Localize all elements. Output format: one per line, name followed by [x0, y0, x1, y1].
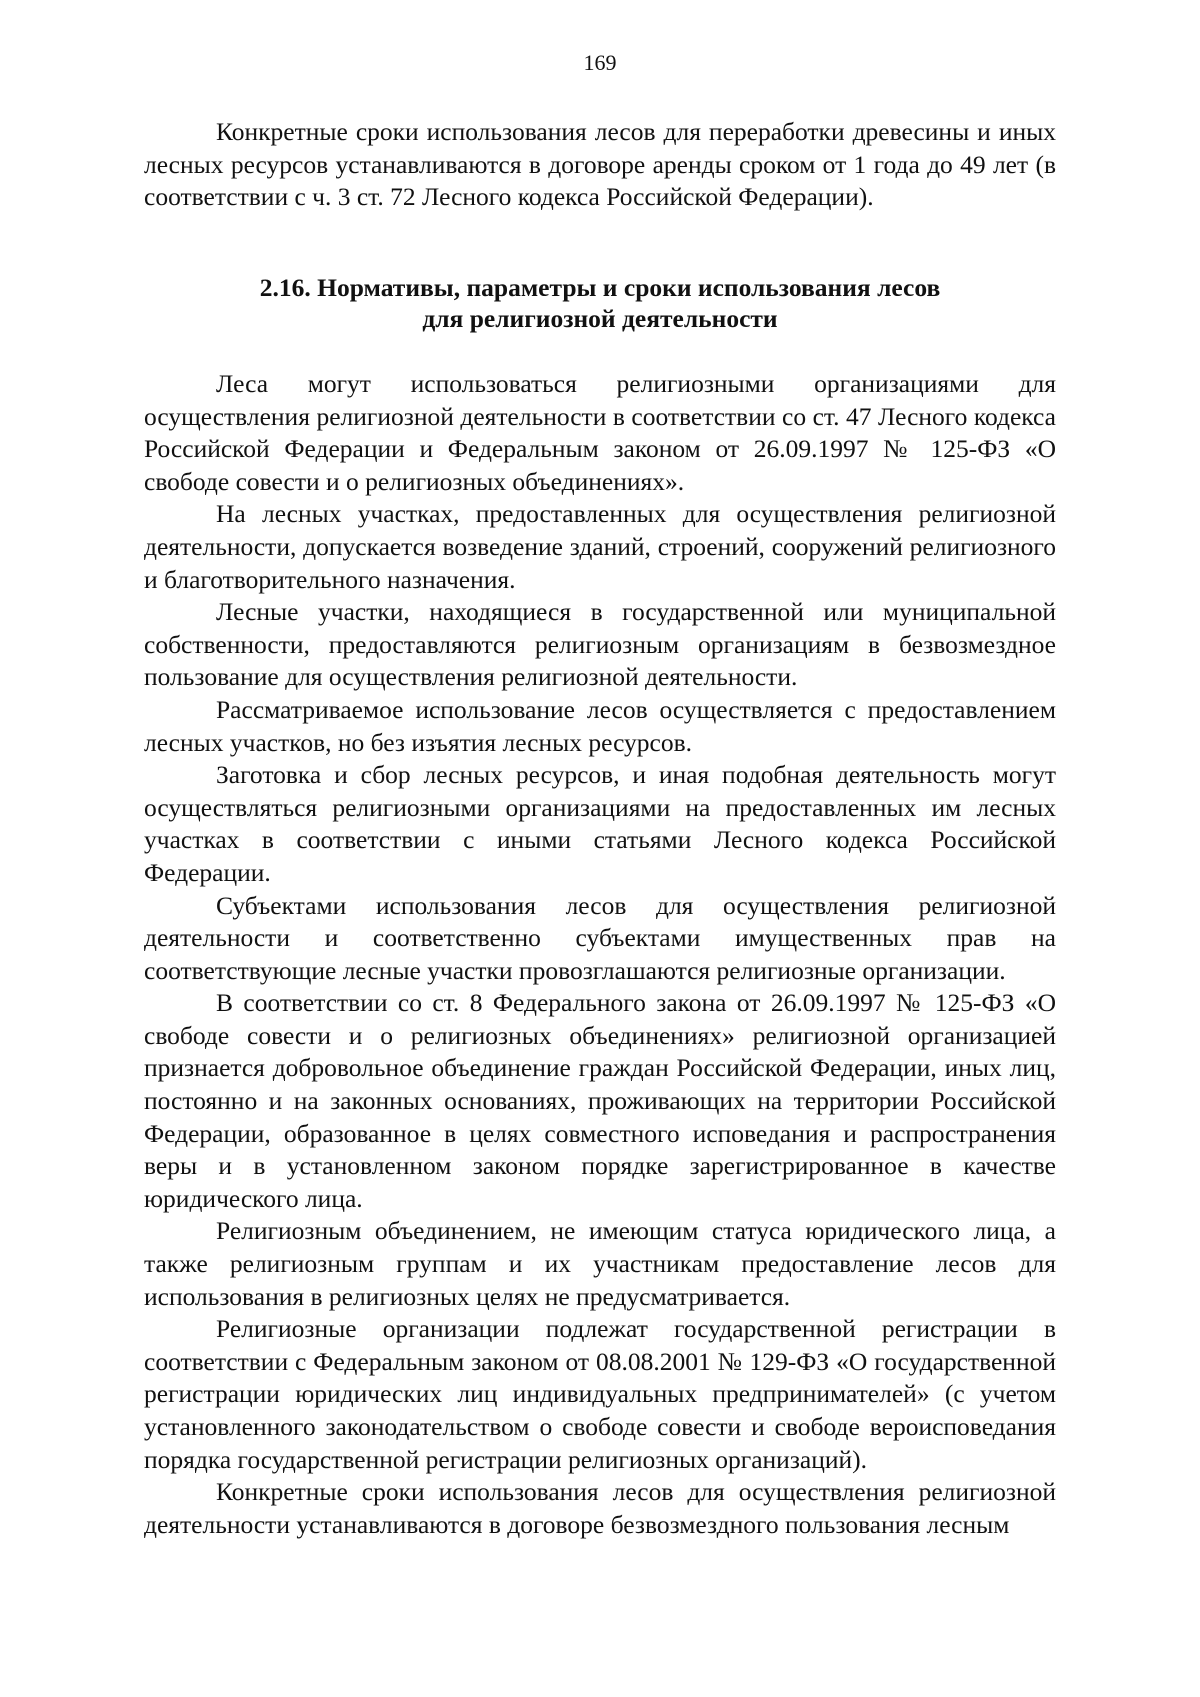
section-title-line-2: для религиозной деятельности [422, 304, 778, 333]
section-body [144, 368, 1056, 1541]
body-paragraph: Рассматриваемое использование лесов осуществляется с предоставлением лесных участков, но без изъятия лесных ресурсов. [144, 694, 1056, 757]
body-paragraph: Религиозным объединением, не имеющим статуса юридического лица, а также религиозным группам и их участникам предоставление лесов для использования в религиозных целях не предусматривается. [144, 1216, 1056, 1311]
page-number: 169 [583, 50, 617, 75]
body-paragraph: Конкретные сроки использования лесов для осуществления религиозной деятельности устанавливаются в договоре безвозмездного пользования лесным [144, 1477, 1056, 1539]
intro-text-block [144, 116, 1056, 214]
body-paragraph: На лесных участках, предоставленных для осуществления религиозной деятельности, допускается возведение зданий, строений, сооружений религиозного и благотворительного назначения. [144, 499, 1056, 594]
section-heading [144, 272, 1056, 334]
section-title-line-1: 2.16. Нормативы, параметры и сроки использования лесов [259, 273, 941, 302]
body-paragraph: Заготовка и сбор лесных ресурсов, и иная подобная деятельность могут осуществляться религиозными организациями на предоставленных им лесных участках в соответствии с иными статьями Лесного кодекса Российской Федерации. [144, 760, 1056, 887]
body-paragraph: Лесные участки, находящиеся в государственной или муниципальной собственности, предоставляются религиозным организациям в безвозмездное пользование для осуществления религиозной деятельности. [144, 597, 1056, 692]
body-paragraph: Религиозные организации подлежат государственной регистрации в соответствии с Федеральным законом от 08.08.2001 № 129-ФЗ «О государственной регистрации юридических лиц индивидуальных предпринимателей» (с учетом установленного законодательством о свободе совести и свободе вероисповедания порядка государственной регистрации религиозных организаций). [144, 1314, 1056, 1474]
body-paragraph: Леса могут использоваться религиозными организациями для осуществления религиозной деятельности в соответствии со ст. 47 Лесного кодекса Российской Федерации и Федеральным законом от 26.09.1997 № 125-ФЗ «О свободе совести и о религиозных объединениях». [144, 369, 1056, 496]
body-paragraph: В соответствии со ст. 8 Федерального закона от 26.09.1997 № 125-ФЗ «О свободе совести и о религиозных объединениях» религиозной организацией признается добровольное объединение граждан Российской Федерации, иных лиц, постоянно и на законных основаниях, проживающих на территории Российской Федерации, образованное в целях совместного исповедания и распространения веры и в установленном законом порядке зарегистрированное в качестве юридического лица. [144, 988, 1056, 1213]
intro-paragraph: Конкретные сроки использования лесов для переработки древесины и иных лесных ресурсов устанавливаются в договоре аренды сроком от 1 года до 49 лет (в соответствии с ч. 3 ст. 72 Лесного кодекса Российской Федерации). [144, 117, 1056, 212]
body-paragraph: Субъектами использования лесов для осуществления религиозной деятельности и соответственно субъектами имущественных прав на соответствующие лесные участки провозглашаются религиозные организации. [144, 890, 1056, 985]
